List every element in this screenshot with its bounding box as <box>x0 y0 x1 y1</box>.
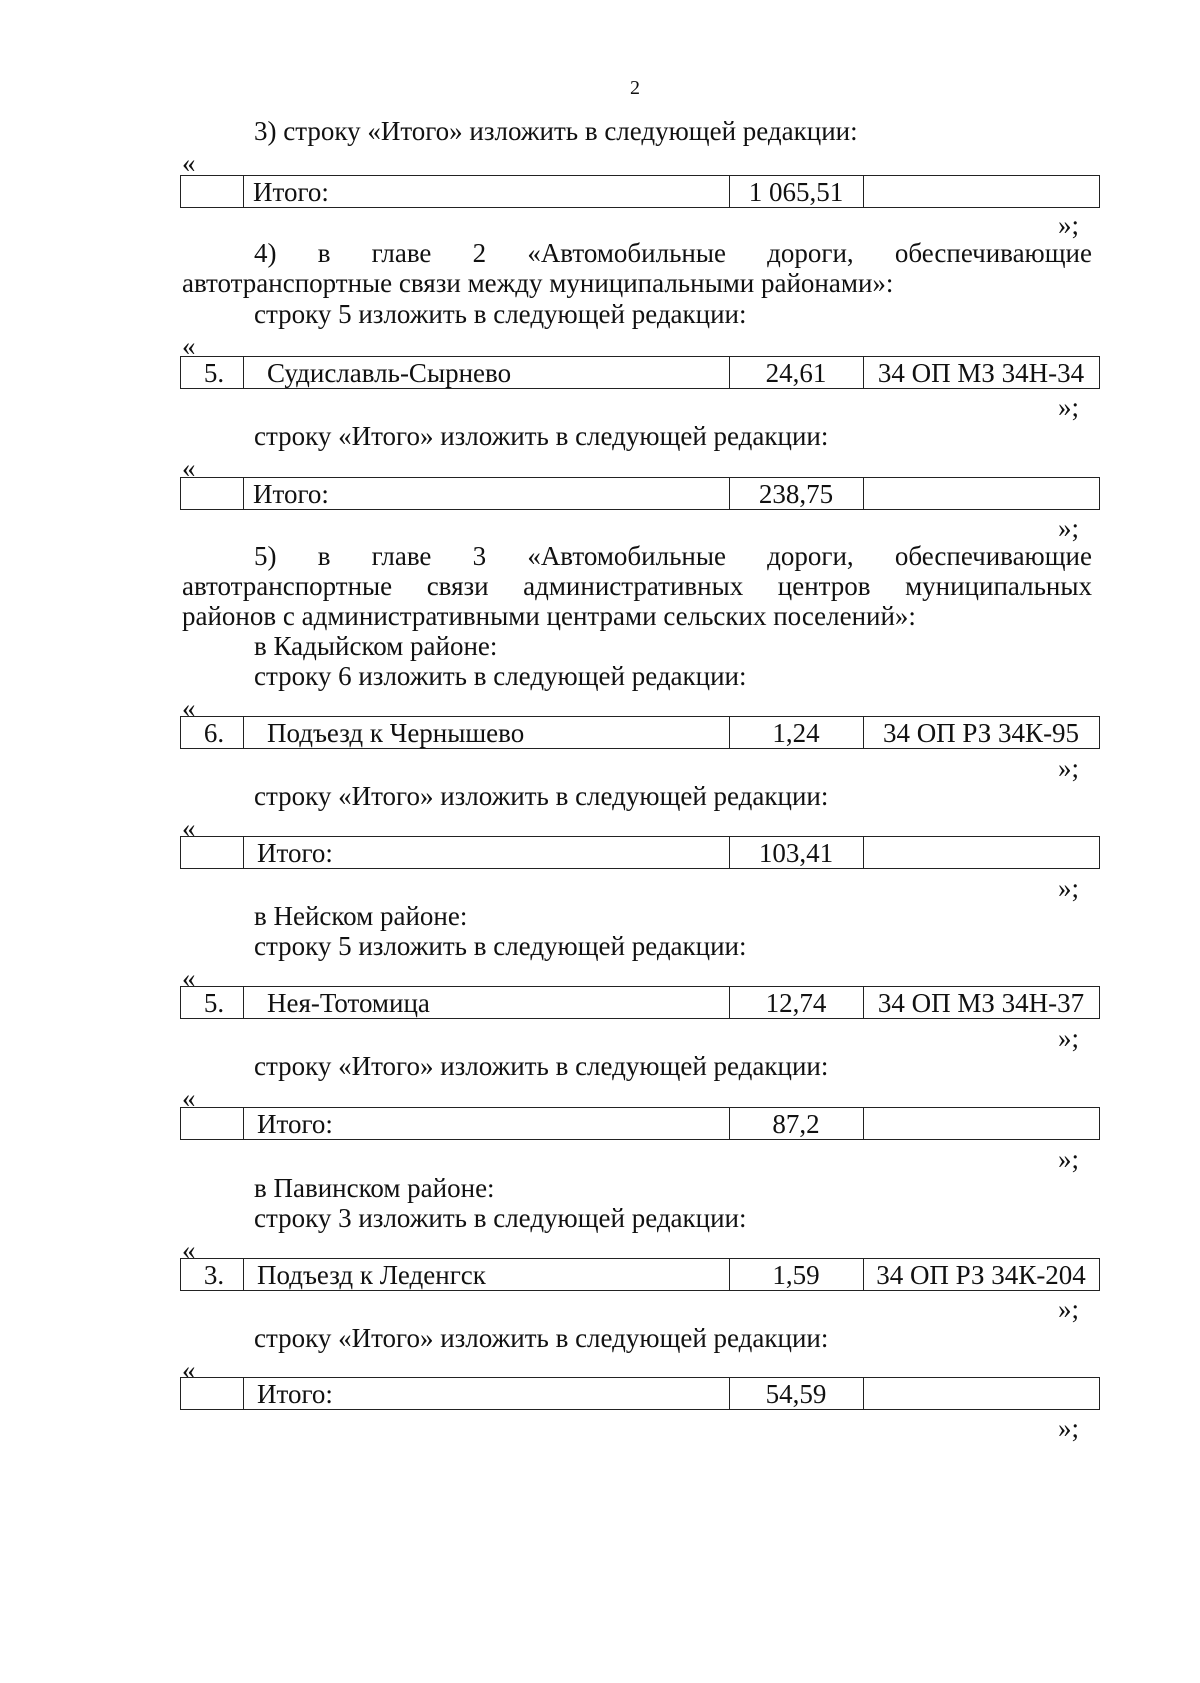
table-cell-name: Судиславль-Сырнево <box>267 358 512 388</box>
table-row-sudislavl <box>180 356 1100 389</box>
table-row-neya <box>180 986 1100 1019</box>
row3-phrase: строку 3 изложить в следующей редакции: <box>254 1203 747 1233</box>
table-itogo-4 <box>180 1107 1100 1140</box>
close-quote: »; <box>1058 1023 1080 1053</box>
table-cell-value: 103,41 <box>758 838 834 868</box>
itogo-phrase: строку «Итого» изложить в следующей редакции: <box>254 1051 829 1081</box>
close-quote: »; <box>1058 1413 1080 1443</box>
table-cell-name: Итого: <box>257 838 333 868</box>
open-quote: « <box>182 1083 196 1113</box>
item-5-line-3: районов с административными центрами сельских поселений»: <box>182 601 916 631</box>
open-quote: « <box>182 963 196 993</box>
page-number: 2 <box>630 77 640 99</box>
table-cell-code: 34 ОП МЗ 34Н-34 <box>877 358 1085 388</box>
district-pavino: в Павинском районе: <box>254 1173 495 1203</box>
item-3-intro: 3) строку «Итого» изложить в следующей редакции: <box>254 116 858 146</box>
item-4-line-1: 4) в главе 2 «Автомобильные дороги, обеспечивающие <box>254 238 1092 268</box>
close-quote: »; <box>1058 873 1080 903</box>
open-quote: « <box>182 813 196 843</box>
close-quote: »; <box>1058 210 1080 240</box>
table-cell-num: 5. <box>203 358 225 388</box>
close-quote: »; <box>1058 753 1080 783</box>
table-row-ledengsk <box>180 1258 1100 1291</box>
item-4-line-2: автотранспортные связи между муниципальными районами»: <box>182 268 894 298</box>
table-cell-name: Итого: <box>257 1109 333 1139</box>
close-quote: »; <box>1058 1144 1080 1174</box>
table-cell-code: 34 ОП РЗ 34К-204 <box>876 1260 1086 1290</box>
item-5-line-1: 5) в главе 3 «Автомобильные дороги, обеспечивающие <box>254 541 1092 571</box>
table-cell-value: 24,61 <box>765 358 827 388</box>
table-row-chernyshevo <box>180 716 1100 749</box>
district-neya: в Нейском районе: <box>254 901 468 931</box>
table-cell-code: 34 ОП МЗ 34Н-37 <box>877 988 1085 1018</box>
open-quote: « <box>182 1355 196 1385</box>
table-itogo-3 <box>180 836 1100 869</box>
table-cell-value: 87,2 <box>772 1109 820 1139</box>
table-cell-value: 1,59 <box>772 1260 820 1290</box>
open-quote: « <box>182 148 196 178</box>
table-cell-num: 6. <box>203 718 225 748</box>
table-cell-value: 1,24 <box>772 718 820 748</box>
open-quote: « <box>182 331 196 361</box>
close-quote: »; <box>1058 392 1080 422</box>
table-cell-num: 5. <box>203 988 225 1018</box>
table-cell-name: Итого: <box>257 1379 333 1409</box>
table-cell-value: 12,74 <box>765 988 827 1018</box>
open-quote: « <box>182 1235 196 1265</box>
row5-phrase: строку 5 изложить в следующей редакции: <box>254 931 747 961</box>
row5-phrase: строку 5 изложить в следующей редакции: <box>254 299 747 329</box>
itogo-phrase: строку «Итого» изложить в следующей редакции: <box>254 781 829 811</box>
table-cell-code: 34 ОП РЗ 34К-95 <box>882 718 1080 748</box>
item-5-line-2: автотранспортные связи административных центров муниципальных <box>182 571 1092 601</box>
table-itogo-2 <box>180 477 1100 510</box>
table-itogo-1 <box>180 175 1100 208</box>
table-cell-name: Подъезд к Чернышево <box>267 718 525 748</box>
close-quote: »; <box>1058 513 1080 543</box>
itogo-phrase: строку «Итого» изложить в следующей редакции: <box>254 421 829 451</box>
table-cell-value: 1 065,51 <box>748 177 844 207</box>
close-quote: »; <box>1058 1294 1080 1324</box>
open-quote: « <box>182 693 196 723</box>
itogo-phrase: строку «Итого» изложить в следующей редакции: <box>254 1323 829 1353</box>
table-cell-name: Итого: <box>253 177 329 207</box>
district-kadyi: в Кадыйском районе: <box>254 631 498 661</box>
table-itogo-5 <box>180 1377 1100 1410</box>
table-cell-name: Нея-Тотомица <box>267 988 430 1018</box>
table-cell-name: Итого: <box>253 479 329 509</box>
table-cell-value: 54,59 <box>765 1379 827 1409</box>
table-cell-value: 238,75 <box>758 479 834 509</box>
table-cell-name: Подъезд к Леденгск <box>257 1260 486 1290</box>
open-quote: « <box>182 453 196 483</box>
table-cell-num: 3. <box>203 1260 225 1290</box>
row6-phrase: строку 6 изложить в следующей редакции: <box>254 661 747 691</box>
